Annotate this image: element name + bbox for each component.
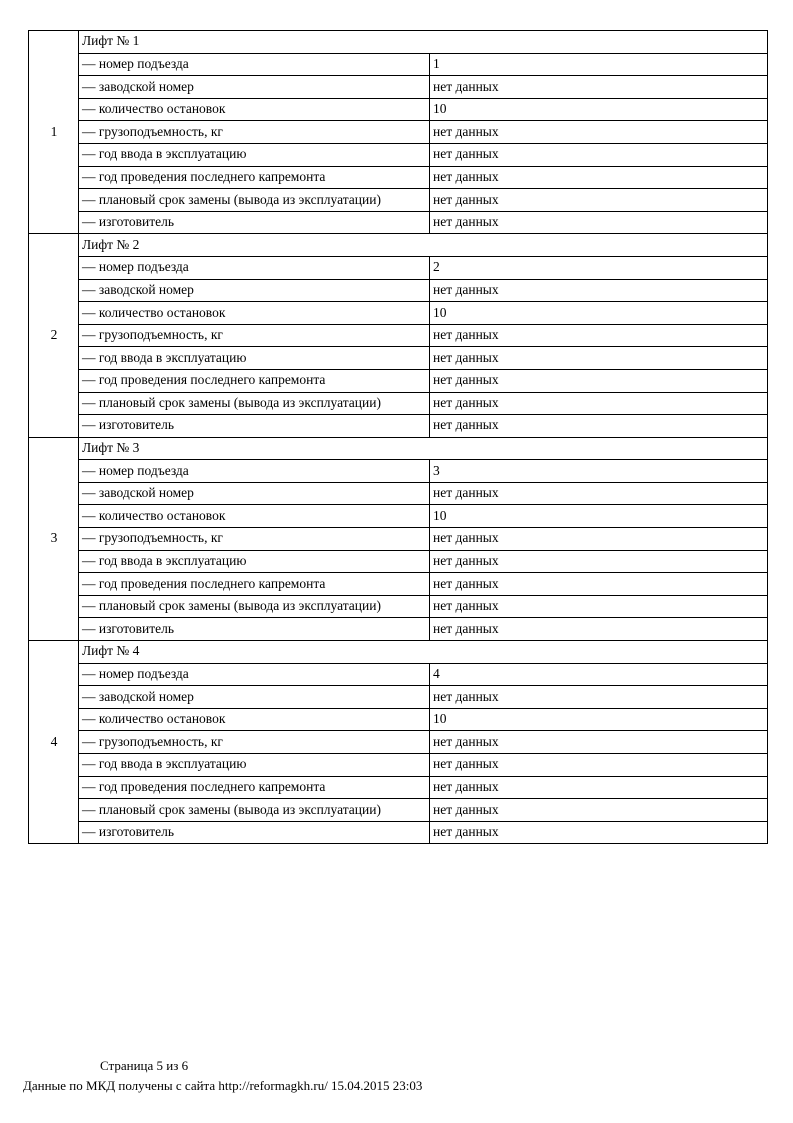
attribute-label: — изготовитель [79, 415, 430, 438]
table-row [29, 460, 768, 483]
elevators-table-wrap [28, 30, 768, 844]
table-row [29, 505, 768, 528]
attribute-label: — количество остановок [79, 505, 430, 528]
attribute-value: нет данных [430, 686, 768, 709]
section-number: 1 [29, 31, 79, 234]
attribute-label: — плановый срок замены (вывода из эксплуатации) [79, 799, 430, 822]
attribute-value: нет данных [430, 731, 768, 754]
attribute-label: — заводской номер [79, 686, 430, 709]
table-row [29, 754, 768, 777]
attribute-label: — количество остановок [79, 708, 430, 731]
table-row [29, 324, 768, 347]
section-title-row [29, 234, 768, 257]
attribute-value: нет данных [430, 618, 768, 641]
table-row [29, 347, 768, 370]
page-number-label: Страница 5 из 6 [100, 1058, 189, 1073]
attribute-label: — изготовитель [79, 618, 430, 641]
table-row [29, 821, 768, 844]
elevator-title: Лифт № 1 [79, 31, 768, 54]
attribute-label: — заводской номер [79, 279, 430, 302]
attribute-value: 3 [430, 460, 768, 483]
table-row [29, 369, 768, 392]
table-row [29, 166, 768, 189]
attribute-label: — год ввода в эксплуатацию [79, 754, 430, 777]
table-row [29, 76, 768, 99]
attribute-label: — грузоподъемность, кг [79, 528, 430, 551]
attribute-value: нет данных [430, 369, 768, 392]
attribute-label: — количество остановок [79, 98, 430, 121]
table-row [29, 302, 768, 325]
section-number: 3 [29, 437, 79, 640]
attribute-value: нет данных [430, 550, 768, 573]
attribute-value: нет данных [430, 347, 768, 370]
table-row [29, 799, 768, 822]
attribute-value: 10 [430, 505, 768, 528]
table-row [29, 279, 768, 302]
table-row [29, 189, 768, 212]
attribute-label: — год проведения последнего капремонта [79, 369, 430, 392]
elevator-title: Лифт № 3 [79, 437, 768, 460]
attribute-value: нет данных [430, 166, 768, 189]
attribute-label: — год проведения последнего капремонта [79, 776, 430, 799]
table-row [29, 121, 768, 144]
table-row [29, 528, 768, 551]
attribute-label: — изготовитель [79, 821, 430, 844]
attribute-value: нет данных [430, 143, 768, 166]
section-title-row [29, 641, 768, 664]
attribute-label: — заводской номер [79, 482, 430, 505]
table-row [29, 686, 768, 709]
attribute-label: — номер подъезда [79, 460, 430, 483]
attribute-value: 10 [430, 302, 768, 325]
data-source-label: Данные по МКД получены с сайта http://reformagkh.ru/ 15.04.2015 23:03 [23, 1078, 423, 1093]
attribute-label: — год проведения последнего капремонта [79, 573, 430, 596]
attribute-label: — изготовитель [79, 211, 430, 234]
attribute-label: — год ввода в эксплуатацию [79, 550, 430, 573]
attribute-value: нет данных [430, 279, 768, 302]
attribute-label: — плановый срок замены (вывода из эксплуатации) [79, 189, 430, 212]
table-row [29, 731, 768, 754]
attribute-value: 10 [430, 708, 768, 731]
table-row [29, 776, 768, 799]
attribute-value: нет данных [430, 189, 768, 212]
attribute-value: 1 [430, 53, 768, 76]
attribute-label: — грузоподъемность, кг [79, 324, 430, 347]
attribute-value: нет данных [430, 482, 768, 505]
attribute-label: — год ввода в эксплуатацию [79, 347, 430, 370]
table-row [29, 256, 768, 279]
attribute-label: — год проведения последнего капремонта [79, 166, 430, 189]
attribute-value: нет данных [430, 76, 768, 99]
attribute-value: нет данных [430, 754, 768, 777]
table-row [29, 573, 768, 596]
elevators-table [28, 30, 768, 844]
attribute-value: 4 [430, 663, 768, 686]
table-row [29, 550, 768, 573]
attribute-value: нет данных [430, 415, 768, 438]
table-row [29, 143, 768, 166]
attribute-value: нет данных [430, 392, 768, 415]
table-row [29, 482, 768, 505]
attribute-label: — год ввода в эксплуатацию [79, 143, 430, 166]
attribute-value: 10 [430, 98, 768, 121]
elevator-title: Лифт № 4 [79, 641, 768, 664]
attribute-label: — номер подъезда [79, 53, 430, 76]
attribute-label: — номер подъезда [79, 256, 430, 279]
attribute-label: — грузоподъемность, кг [79, 121, 430, 144]
table-row [29, 392, 768, 415]
attribute-value: нет данных [430, 528, 768, 551]
section-number: 2 [29, 234, 79, 437]
section-number: 4 [29, 641, 79, 844]
table-row [29, 98, 768, 121]
elevator-title: Лифт № 2 [79, 234, 768, 257]
attribute-value: нет данных [430, 595, 768, 618]
attribute-label: — плановый срок замены (вывода из эксплуатации) [79, 392, 430, 415]
attribute-label: — плановый срок замены (вывода из эксплуатации) [79, 595, 430, 618]
attribute-label: — заводской номер [79, 76, 430, 99]
table-row [29, 415, 768, 438]
table-row [29, 618, 768, 641]
attribute-value: 2 [430, 256, 768, 279]
attribute-label: — номер подъезда [79, 663, 430, 686]
attribute-value: нет данных [430, 211, 768, 234]
attribute-value: нет данных [430, 821, 768, 844]
attribute-value: нет данных [430, 121, 768, 144]
attribute-value: нет данных [430, 776, 768, 799]
attribute-value: нет данных [430, 799, 768, 822]
table-row [29, 708, 768, 731]
attribute-value: нет данных [430, 324, 768, 347]
section-title-row [29, 31, 768, 54]
table-row [29, 211, 768, 234]
attribute-value: нет данных [430, 573, 768, 596]
attribute-label: — грузоподъемность, кг [79, 731, 430, 754]
section-title-row [29, 437, 768, 460]
table-row [29, 595, 768, 618]
attribute-label: — количество остановок [79, 302, 430, 325]
table-row [29, 663, 768, 686]
table-row [29, 53, 768, 76]
